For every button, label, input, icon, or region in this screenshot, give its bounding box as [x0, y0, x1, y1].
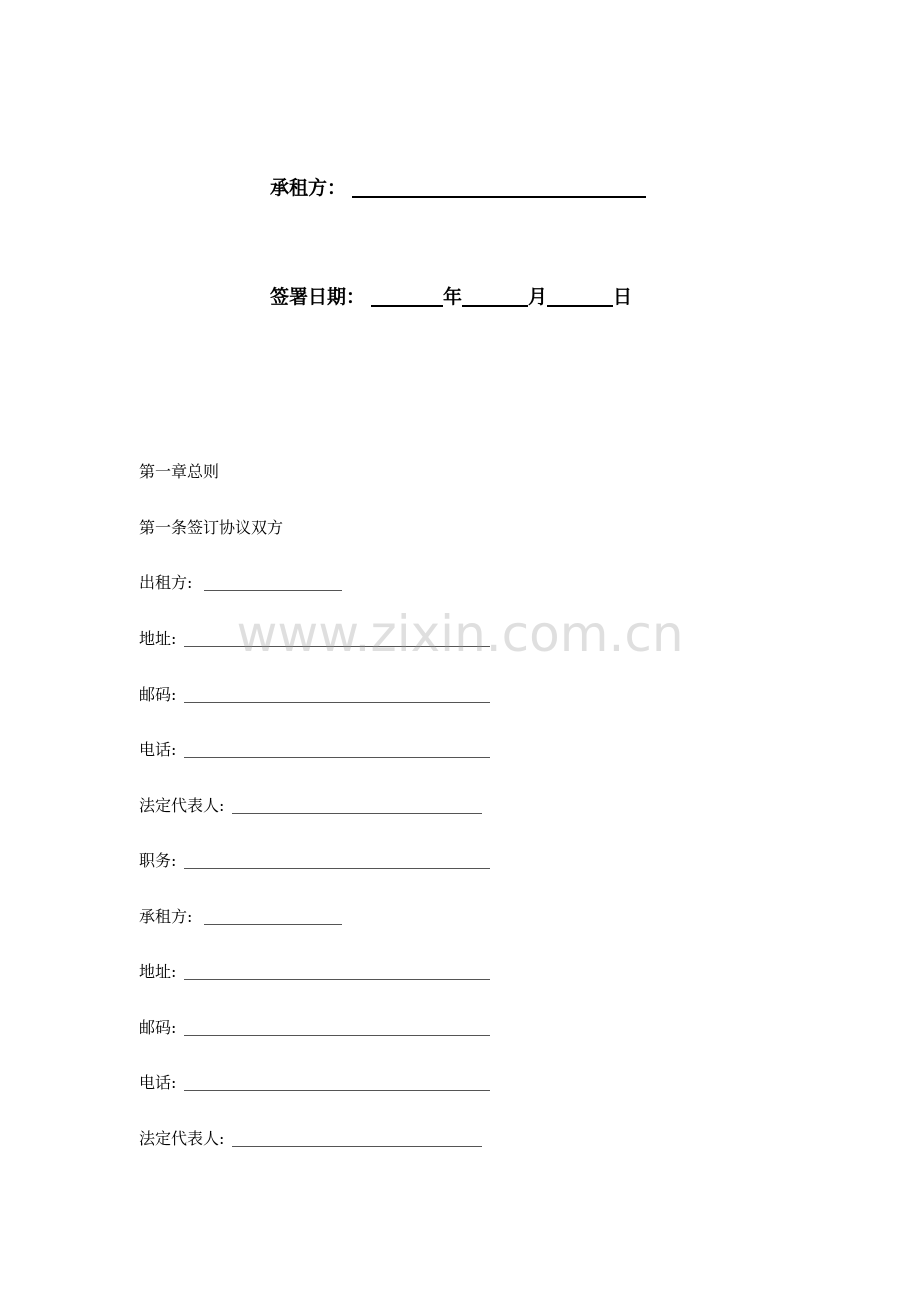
lessor-position-field: [139, 850, 490, 872]
lessee-phone-field: [139, 1072, 490, 1094]
sign-day-blank: [547, 285, 613, 307]
lessee-field: [139, 906, 342, 928]
lessor-address-field: [139, 628, 490, 650]
lessee-signature-blank: [352, 176, 646, 198]
lessee-blank: [204, 906, 342, 925]
lessee-label: 承租方:: [139, 907, 193, 926]
lessee-postcode-blank: [184, 1017, 490, 1036]
sign-month-blank: [462, 285, 528, 307]
lessor-field: [139, 572, 342, 594]
lessee-postcode-label: 邮码:: [139, 1018, 177, 1037]
lessee-address-blank: [184, 961, 490, 980]
lessor-address-blank: [184, 628, 490, 647]
chapter-title-text: 第一章总则: [139, 462, 220, 481]
sign-year-blank: [371, 285, 443, 307]
lessee-legal-rep-label: 法定代表人:: [139, 1129, 225, 1148]
lessee-signature-label: 承租方：: [270, 177, 347, 199]
lessor-position-label: 职务:: [139, 851, 177, 870]
lessor-phone-label: 电话:: [139, 740, 177, 759]
lessor-position-blank: [184, 850, 490, 869]
sign-month-label: 月: [528, 286, 548, 308]
lessor-postcode-label: 邮码:: [139, 685, 177, 704]
lessee-postcode-field: [139, 1017, 490, 1039]
sign-day-label: 日: [613, 286, 633, 308]
lessor-label: 出租方:: [139, 573, 193, 592]
lessee-address-field: [139, 961, 490, 983]
lessee-legal-rep-blank: [232, 1128, 482, 1147]
lessor-postcode-field: [139, 684, 490, 706]
article-title: [139, 517, 283, 539]
lessee-phone-label: 电话:: [139, 1073, 177, 1092]
sign-date-label: 签署日期：: [270, 286, 366, 308]
sign-year-label: 年: [443, 286, 463, 308]
lessor-legal-rep-label: 法定代表人:: [139, 796, 225, 815]
lessor-postcode-blank: [184, 684, 490, 703]
lessee-signature-line: [270, 176, 646, 200]
chapter-title: [139, 461, 219, 483]
sign-date-line: [270, 285, 632, 309]
lessor-address-label: 地址:: [139, 629, 177, 648]
lessee-address-label: 地址:: [139, 962, 177, 981]
lessee-legal-rep-field: [139, 1128, 482, 1150]
lessor-phone-blank: [184, 739, 490, 758]
watermark: www.zixin.com.cn: [236, 605, 684, 663]
article-title-text: 第一条签订协议双方: [139, 518, 284, 537]
lessor-legal-rep-blank: [232, 795, 482, 814]
lessor-blank: [204, 572, 342, 591]
lessor-phone-field: [139, 739, 490, 761]
lessor-legal-rep-field: [139, 795, 482, 817]
lessee-phone-blank: [184, 1072, 490, 1091]
